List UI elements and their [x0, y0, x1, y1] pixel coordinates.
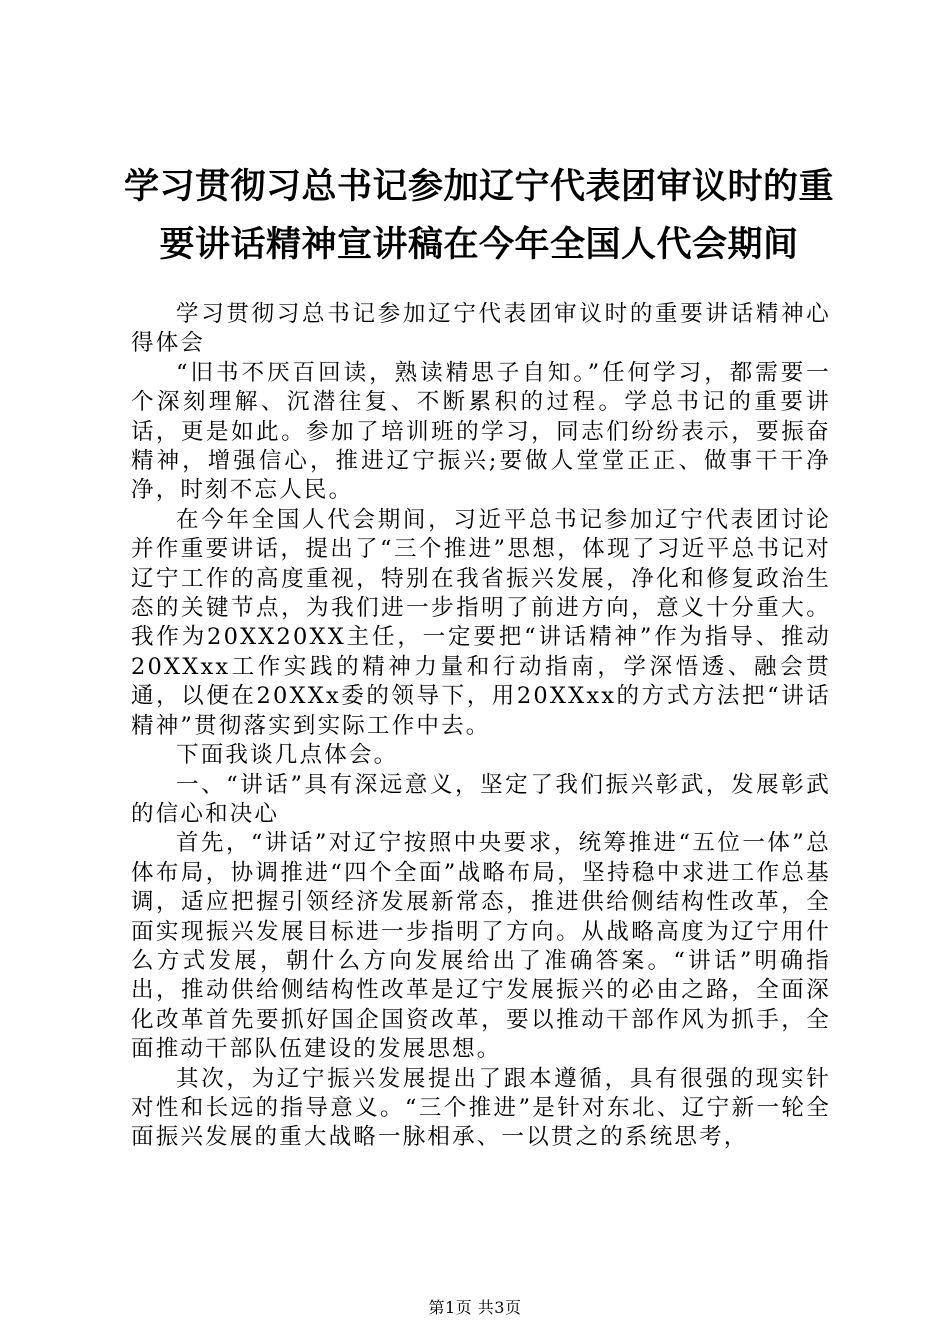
paragraph-subtitle: 学习贯彻习总书记参加辽宁代表团审议时的重要讲话精神心得体会: [131, 301, 831, 357]
title-line-1: 学习贯彻习总书记参加辽宁代表团审议时的重: [123, 166, 834, 207]
paragraph-intro: 下面我谈几点体会。: [176, 742, 399, 769]
paragraph-second: 其次，为辽宁振兴发展提出了跟本遵循，具有很强的现实针对性和长远的指导意义。“三个推进”是针对东北、辽宁新一轮全面振兴发展的重大战略一脉相承、一以贯之的系统思考，: [131, 1065, 831, 1151]
paragraph-quote: “旧书不厌百回读，熟读精思子自知。”任何学习，都需要一个深刻理解、沉潜往复、不断累积的过程。学总书记的重要讲话，更是如此。参加了培训班的学习，同志们纷纷表示，要振奋精神，增强信心，推进辽宁振兴;要做人堂堂正正、做事干干净净，时刻不忘人民。: [131, 359, 831, 504]
paragraph-context: 在今年全国人代会期间，习近平总书记参加辽宁代表团讨论并作重要讲话，提出了“三个推进”思想，体现了习近平总书记对辽宁工作的高度重视，特别在我省振兴发展，净化和修复政治生态的关键节点，为我们进一步指明了前进方向，意义十分重大。我作为20XX20XX主任，一定要把“讲话精神”作为指导、推动20XXxx工作实践的精神力量和行动指南，学深悟透、融会贯通，以便在20XXx委的领导下，用20XXxx的方式方法把“讲话精神”贯彻落实到实际工作中去。: [131, 506, 831, 739]
page-number-footer: 第1页 共3页: [428, 1298, 522, 1317]
document-title: [120, 158, 838, 274]
paragraph-first: 首先，“讲话”对辽宁按照中央要求，统筹推进“五位一体”总体布局，协调推进“四个全面”战略布局，坚持稳中求进工作总基调，适应把握引领经济发展新常态，推进供给侧结构性改革，全面实现振兴发展目标进一步指明了方向。从战略高度为辽宁用什么方式发展，朝什么方向发展给出了准确答案。“讲话”明确指出，推动供给侧结构性改革是辽宁发展振兴的必由之路，全面深化改革首先要抓好国企国资改革，要以推动干部作风为抓手，全面推动干部队伍建设的发展思想。: [131, 830, 831, 1063]
document-body: [131, 300, 831, 1153]
title-line-2: 要讲话精神宣讲稿在今年全国人代会期间: [159, 224, 799, 265]
section-heading-1: 一、“讲话”具有深远意义，坚定了我们振兴彰武，发展彰武的信心和决心: [131, 771, 831, 827]
